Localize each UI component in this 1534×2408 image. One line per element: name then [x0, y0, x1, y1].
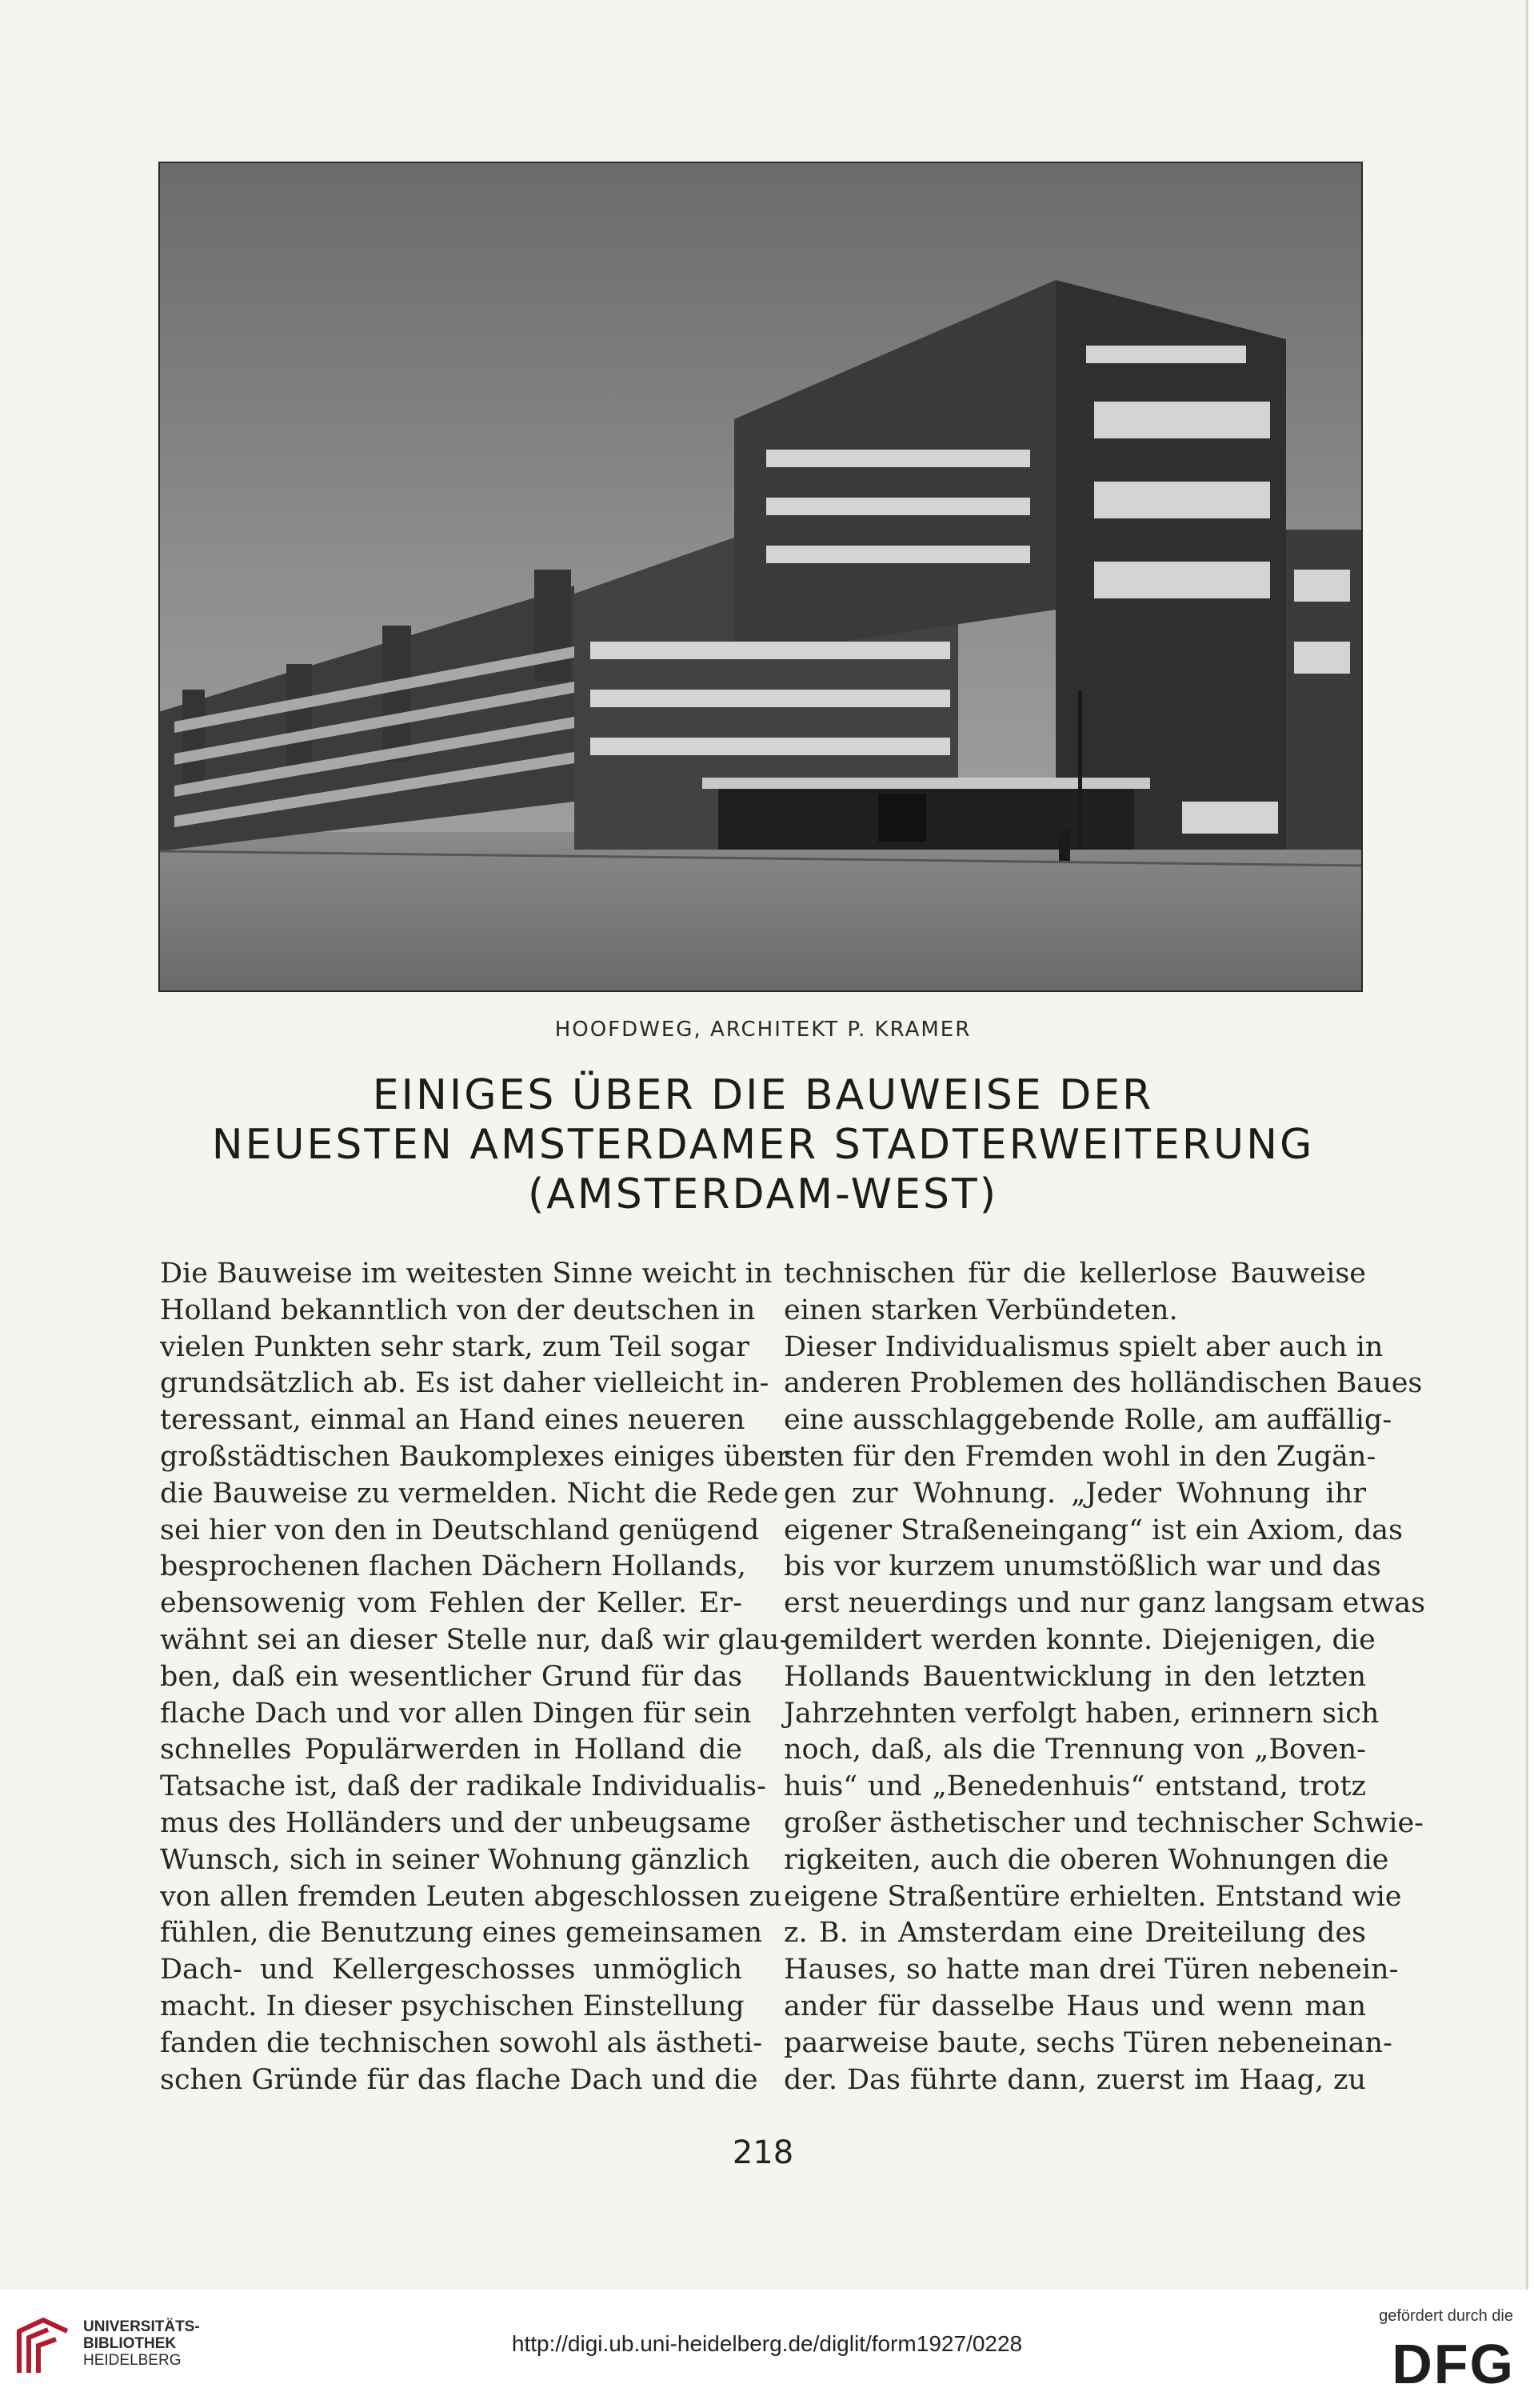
text-line: besprochenen flachen Dächern Hollands, [160, 1550, 746, 1583]
text-line: fühlen, die Benutzung eines gemeinsamen [160, 1917, 763, 1950]
text-line: Dieser Individualismus spielt aber auch in [784, 1330, 1384, 1363]
text-line: fanden die technischen sowohl als ästheti- [160, 2026, 763, 2059]
text-line: ebensowenig vom Fehlen der Keller. Er- [160, 1587, 742, 1620]
text-line: schen Gründe für das flache Dach und die [160, 2063, 758, 2096]
text-line: Dach- und Kellergeschosses unmöglich [160, 1954, 742, 1986]
text-line: paarweise baute, sechs Türen nebeneinan- [784, 2026, 1392, 2059]
text-line: eigene Straßentüre erhielten. Entstand wie [784, 1880, 1402, 1913]
text-line: einen starken Verbündeten. [784, 1294, 1178, 1326]
text-line: großer ästhetischer und technischer Schwie- [784, 1806, 1424, 1839]
photo-caption: HOOFDWEG, ARCHITEKT P. KRAMER [554, 1018, 972, 1042]
dfg-logo: DFG [1392, 2333, 1515, 2395]
library-name-line: UNIVERSITÄTS- [83, 2318, 200, 2335]
page-number: 218 [732, 2134, 794, 2171]
text-line: Tatsache ist, daß der radikale Individualis- [160, 1770, 766, 1803]
text-line: rigkeiten, auch die oberen Wohnungen die [784, 1843, 1389, 1876]
text-line: mus des Holländers und der unbeugsame [160, 1806, 751, 1839]
text-line: ben, daß ein wesentlicher Grund für das [160, 1660, 742, 1693]
text-line: Wunsch, sich in seiner Wohnung gänzlich [160, 1843, 750, 1876]
text-line: eine ausschlaggebende Rolle, am auffällig- [784, 1404, 1392, 1437]
text-line: teressant, einmal an Hand eines neueren [160, 1404, 745, 1437]
text-line: macht. In dieser psychischen Einstellung [160, 1990, 745, 2022]
body-column-right [784, 1256, 1426, 2098]
text-line: technischen für die kellerlose Bauweise [784, 1258, 1366, 1290]
text-line: z. B. in Amsterdam eine Dreiteilung des [784, 1917, 1366, 1950]
body-column-left [160, 1256, 790, 2098]
text-line: erst neuerdings und nur ganz langsam etwas [784, 1587, 1426, 1620]
text-line: grundsätzlich ab. Es ist daher vielleicht in- [160, 1367, 769, 1400]
text-line: bis vor kurzem unumstößlich war und das [784, 1550, 1381, 1583]
title-line: NEUESTEN AMSTERDAMER STADTERWEITERUNG [211, 1121, 1315, 1169]
text-line: großstädtischen Baukomplexes einiges über [160, 1440, 790, 1473]
digitization-footer [0, 2290, 1534, 2408]
source-url-link[interactable]: http://digi.ub.uni-heidelberg.de/diglit/form1927/0228 [511, 2331, 1023, 2356]
text-line: Holland bekanntlich von der deutschen in [160, 1294, 756, 1326]
text-line: Hauses, so hatte man drei Türen nebenein- [784, 1954, 1399, 1986]
building-photo [158, 162, 1363, 992]
text-line: gemildert werden konnte. Diejenigen, die [784, 1623, 1376, 1656]
text-line: Jahrzehnten verfolgt haben, erinnern sich [784, 1697, 1380, 1730]
text-line: ander für dasselbe Haus und wenn man [784, 1990, 1366, 2022]
text-line: sten für den Fremden wohl in den Zugän- [784, 1440, 1376, 1473]
text-line: flache Dach und vor allen Dingen für sein [160, 1697, 752, 1730]
library-name-line: HEIDELBERG [83, 2352, 182, 2369]
text-line: sei hier von den in Deutschland genügend [160, 1514, 760, 1546]
text-line: noch, daß, als die Trennung von „Boven- [784, 1734, 1366, 1766]
text-line: von allen fremden Leuten abgeschlossen zu [160, 1880, 782, 1913]
text-line: huis“ und „Benedenhuis“ entstand, trotz [784, 1770, 1366, 1803]
text-line: vielen Punkten sehr stark, zum Teil sogar [160, 1330, 749, 1363]
text-line: gen zur Wohnung. „Jeder Wohnung ihr [784, 1477, 1366, 1510]
text-line: Die Bauweise im weitesten Sinne weicht in [160, 1258, 773, 1290]
text-line: die Bauweise zu vermelden. Nicht die Rede [160, 1477, 779, 1510]
text-line: Hollands Bauentwicklung in den letzten [784, 1660, 1366, 1693]
text-line: der. Das führte dann, zuerst im Haag, zu [784, 2063, 1366, 2096]
text-line: wähnt sei an dieser Stelle nur, daß wir glau- [160, 1623, 789, 1656]
article-title [0, 1070, 1526, 1219]
title-line: EINIGES ÜBER DIE BAUWEISE DER [372, 1071, 1154, 1119]
text-line: eigener Straßeneingang“ ist ein Axiom, das [784, 1514, 1403, 1546]
funder-label: gefördert durch die [1379, 2307, 1513, 2325]
title-line: (AMSTERDAM-WEST) [527, 1170, 999, 1218]
text-line: schnelles Populärwerden in Holland die [160, 1734, 742, 1766]
text-line: anderen Problemen des holländischen Baues [784, 1367, 1423, 1400]
library-name-line: BIBLIOTHEK [83, 2335, 177, 2352]
